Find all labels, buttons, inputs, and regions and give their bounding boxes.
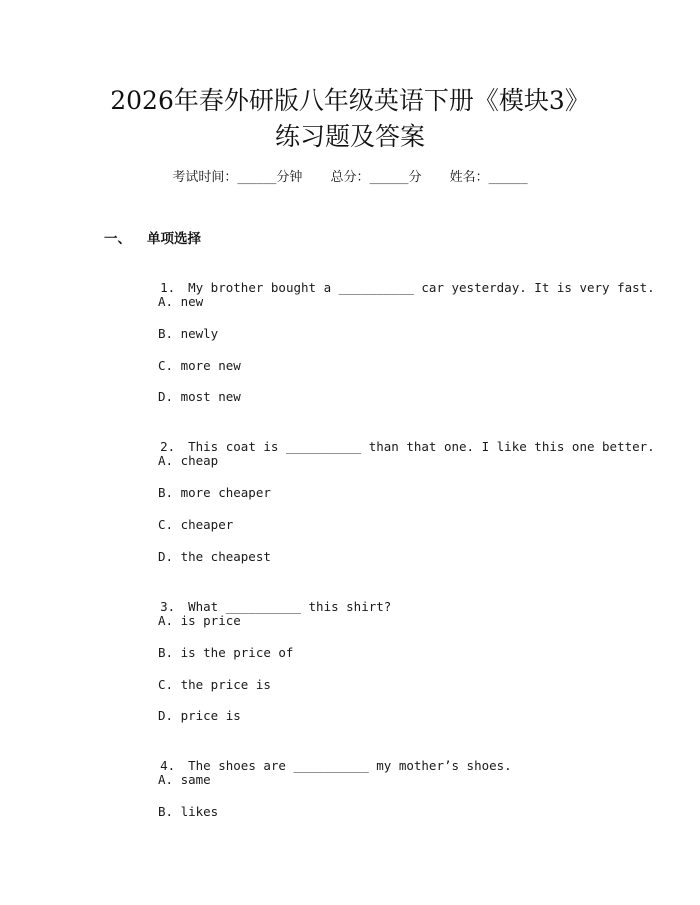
question-number: 4.	[160, 758, 176, 773]
option-3c: C. the price is	[158, 677, 271, 692]
question-text: The shoes are __________ my mother’s shoes.	[188, 758, 512, 773]
exam-meta	[0, 168, 700, 188]
option-1d: D. most new	[158, 389, 241, 404]
student-name: 姓名：______	[449, 170, 528, 185]
section-number: 一、	[104, 231, 131, 247]
question-text: My brother bought a __________ car yesterday. It is very fast.	[188, 280, 655, 295]
option-3a: A. is price	[158, 613, 241, 628]
option-4a: A. same	[158, 772, 211, 787]
option-2a: A. cheap	[158, 453, 219, 468]
question-1	[130, 261, 655, 315]
question-number: 1.	[160, 280, 176, 295]
question-text: This coat is __________ than that one. I like this one better.	[188, 439, 655, 454]
question-number: 3.	[160, 599, 176, 614]
exam-total-score: 总分：______分	[330, 170, 422, 185]
exam-time: 考试时间：______分钟	[172, 170, 303, 185]
option-3d: D. price is	[158, 708, 241, 723]
page-subtitle: 练习题及答案	[274, 122, 425, 151]
option-3b: B. is the price of	[158, 645, 294, 660]
option-2d: D. the cheapest	[158, 549, 271, 564]
question-number: 2.	[160, 439, 176, 454]
section-title: 单项选择	[147, 231, 201, 247]
option-1a: A. new	[158, 294, 204, 309]
page-title: 2026年春外研版八年级英语下册《模块3》	[110, 86, 590, 115]
option-2c: C. cheaper	[158, 517, 234, 532]
question-text: What __________ this shirt?	[188, 599, 392, 614]
section-heading	[104, 229, 201, 249]
option-1c: C. more new	[158, 358, 241, 373]
option-4b: B. likes	[158, 804, 219, 819]
option-2b: B. more cheaper	[158, 485, 271, 500]
option-1b: B. newly	[158, 326, 219, 341]
